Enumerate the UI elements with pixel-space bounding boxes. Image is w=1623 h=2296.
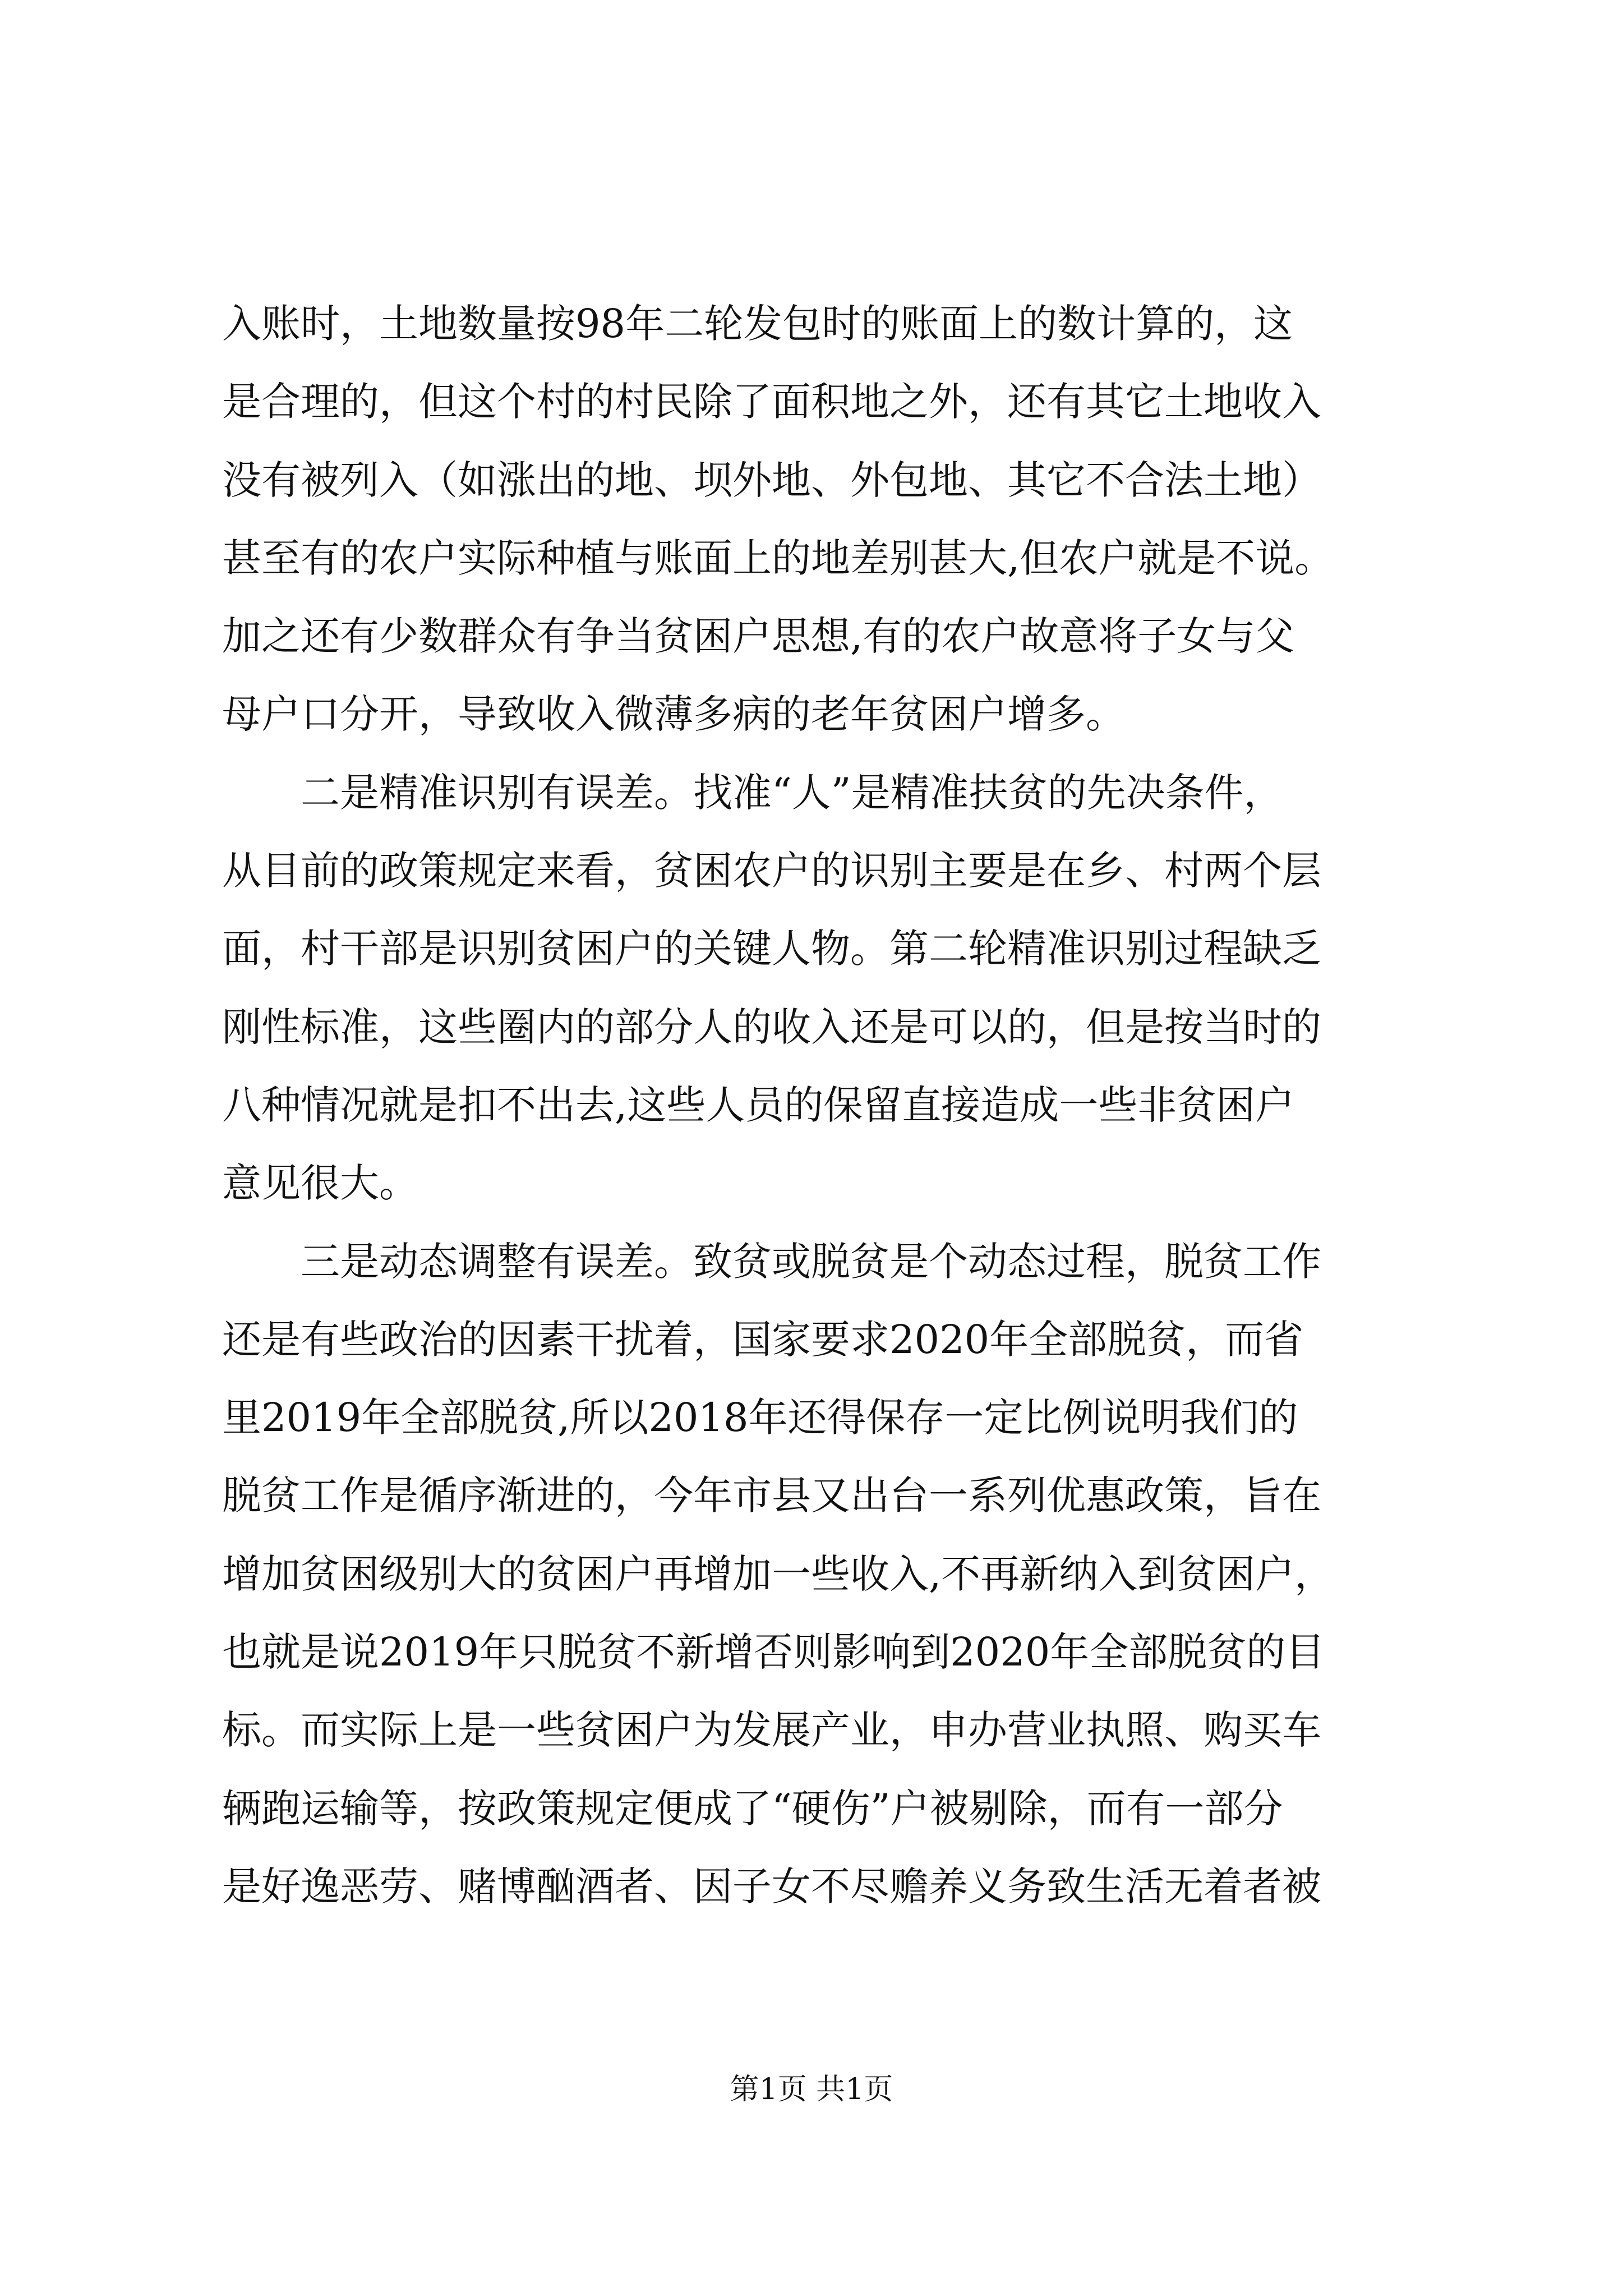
paragraph-start-line: 三是动态调整有误差。致贫或脱贫是个动态过程，脱贫工作 (222, 1238, 1321, 1285)
text-line: 八种情况就是扣不出去,这些人员的保留直接造成一些非贫困户 (222, 1082, 1295, 1128)
text-line: 增加贫困级别大的贫困户再增加一些收入,不再新纳入到贫困户， (222, 1550, 1334, 1597)
document-body (222, 285, 1428, 1926)
page-footer (0, 2070, 1623, 2109)
text-line: 辆跑运输等，按政策规定便成了“硬伤”户被剔除，而有一部分 (222, 1785, 1283, 1832)
paragraph-start-line: 二是精准识别有误差。找准“人”是精准扶贫的先决条件， (222, 769, 1283, 816)
text-line: 是好逸恶劳、赌博酗酒者、因子女不尽赡养义务致生活无着者被 (222, 1863, 1321, 1910)
text-line: 刚性标准，这些圈内的部分人的收入还是可以的，但是按当时的 (222, 1004, 1321, 1050)
text-line: 面，村干部是识别贫困户的关键人物。第二轮精准识别过程缺乏 (222, 926, 1321, 972)
text-line: 是合理的，但这个村的村民除了面积地之外，还有其它土地收入 (222, 379, 1321, 425)
text-line: 脱贫工作是循序渐进的，今年市县又出台一系列优惠政策，旨在 (222, 1473, 1321, 1519)
text-line: 没有被列入（如涨出的地、坝外地、外包地、其它不合法土地） (222, 457, 1321, 503)
text-line: 加之还有少数群众有争当贫困户思想,有的农户故意将子女与父 (222, 613, 1295, 660)
text-line: 从目前的政策规定来看，贫困农户的识别主要是在乡、村两个层 (222, 848, 1321, 894)
text-line: 甚至有的农户实际种植与账面上的地差别甚大,但农户就是不说。 (222, 535, 1334, 581)
text-line: 母户口分开，导致收入微薄多病的老年贫困户增多。 (222, 691, 1125, 738)
text-line: 意见很大。 (222, 1160, 418, 1207)
page-number: 第1页 共1页 (730, 2073, 893, 2106)
text-line: 标。而实际上是一些贫困户为发展产业，申办营业执照、购买车 (222, 1707, 1321, 1754)
text-line: 里2019年全部脱贫,所以2018年还得保存一定比例说明我们的 (222, 1395, 1298, 1441)
text-line: 入账时，土地数量按98年二轮发包时的账面上的数计算的，这 (222, 301, 1293, 347)
text-line: 还是有些政治的因素干扰着，国家要求2020年全部脱贫，而省 (222, 1316, 1304, 1363)
text-line: 也就是说2019年只脱贫不新增否则影响到2020年全部脱贫的目 (222, 1629, 1325, 1676)
